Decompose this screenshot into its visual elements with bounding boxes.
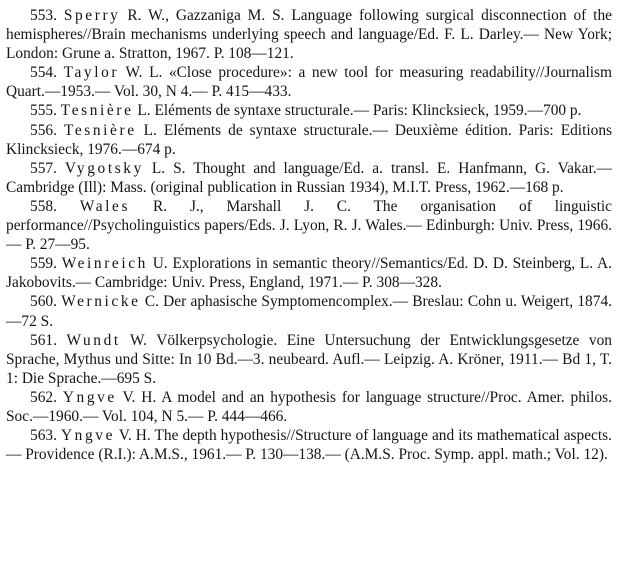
entry-number: 561. (30, 331, 57, 349)
entry-author: Tesnière (60, 102, 134, 120)
entry-number: 556. (30, 121, 57, 139)
entry-author: Vygotsky (64, 159, 144, 177)
bibliography-entry-561 (6, 331, 612, 388)
entry-author: Yngve (60, 427, 116, 445)
entry-text: W. L. «Close procedure»: a new tool for measuring readability//Journalism Quart.—1953.— Vol. 30, N 4.— P. 415—433. (6, 64, 612, 101)
entry-number: 562. (30, 388, 57, 406)
entry-author: Sperry (63, 7, 121, 24)
entry-text: U. Explorations in semantic theory//Semantics/Ed. D. D. Steinberg, L. A. Jakobovits.— Cambridge: Univ. Press, England, 1971.— P. 308—328. (6, 255, 612, 292)
entry-author: Wundt (66, 331, 121, 349)
entry-text: R. J., Marshall J. C. The organisation of linguistic performance//Psycholinguistics papers/Eds. J. Lyon, R. J. Wales.— Edinburgh: Univ. Press, 1966.— P. 27—95. (6, 197, 612, 254)
entry-number: 563. (30, 427, 57, 445)
entry-number: 560. (30, 293, 57, 311)
entry-author: Taylor (63, 64, 120, 82)
bibliography-entry-556 (6, 121, 612, 159)
entry-author: Yngve (62, 388, 117, 406)
bibliography-entry-559 (6, 254, 612, 292)
entry-author: Weinreich (61, 255, 148, 273)
entry-number: 557. (30, 159, 57, 177)
entry-number: 554. (30, 64, 57, 82)
bibliography-entry-554 (6, 63, 612, 101)
entry-text: V. H. The depth hypothesis//Structure of language and its mathematical aspects.— Providence (R.I.): A.M.S., 1961.— P. 130—138.— (A.M.S. Proc. Symp. appl. math.; Vol. 12). (6, 427, 612, 464)
entry-text: W. Völkerpsychologie. Eine Untersuchung der Entwicklungsgesetze von Sprache, Mythus und Sitte: In 10 Bd.—3. neubeard. Aufl.— Leipzig. A. Kröner, 1911.— Bd 1, T. 1: Die Sprache.—695 S. (6, 331, 612, 387)
bibliography-entry-558 (6, 197, 612, 254)
bibliography-entry-563 (6, 426, 612, 464)
entry-number: 558. (30, 197, 57, 215)
entry-text: R. W., Gazzaniga M. S. Language following surgical disconnection of the hemispheres//Brain mechanisms underlying speech and language/Ed. F. L. Darley.— New York; London: Grune a. Stratton, 1967. P. 108—121. (6, 7, 612, 63)
entry-text: L. Eléments de syntaxe structurale.— Deuxième édition. Paris: Editions Klincksieck, 1976.—674 p. (6, 121, 613, 158)
bibliography-entry-557 (6, 159, 612, 197)
entry-text: V. H. A model and an hypothesis for language structure//Proc. Amer. philos. Soc.—1960.— Vol. 104, N 5.— P. 444—466. (6, 388, 612, 425)
bibliography-entry-562 (6, 388, 612, 426)
entry-number: 559. (30, 255, 57, 273)
entry-text: C. Der aphasische Symptomencomplex.— Breslau: Cohn u. Weigert, 1874.—72 S. (6, 293, 612, 330)
entry-text: L. S. Thought and language/Ed. a. transl. E. Hanfmann, G. Vakar.— Cambridge (Ill): Mass. (original publication in Russian 1934), M.I.T. Press, 1962.—168 p. (6, 159, 612, 196)
entry-text: L. Eléments de syntaxe structurale.— Paris: Klincksieck, 1959.—700 p. (137, 102, 582, 120)
bibliography-entry-560 (6, 292, 612, 330)
entry-author: Wernicke (61, 293, 141, 311)
entry-number: 553. (30, 7, 57, 24)
entry-author: Tesnière (63, 121, 137, 139)
bibliography-entry-555 (6, 101, 612, 120)
entry-author: Wales (79, 197, 131, 215)
bibliography-entry-553 (6, 6, 612, 63)
entry-number: 555. (30, 102, 57, 120)
